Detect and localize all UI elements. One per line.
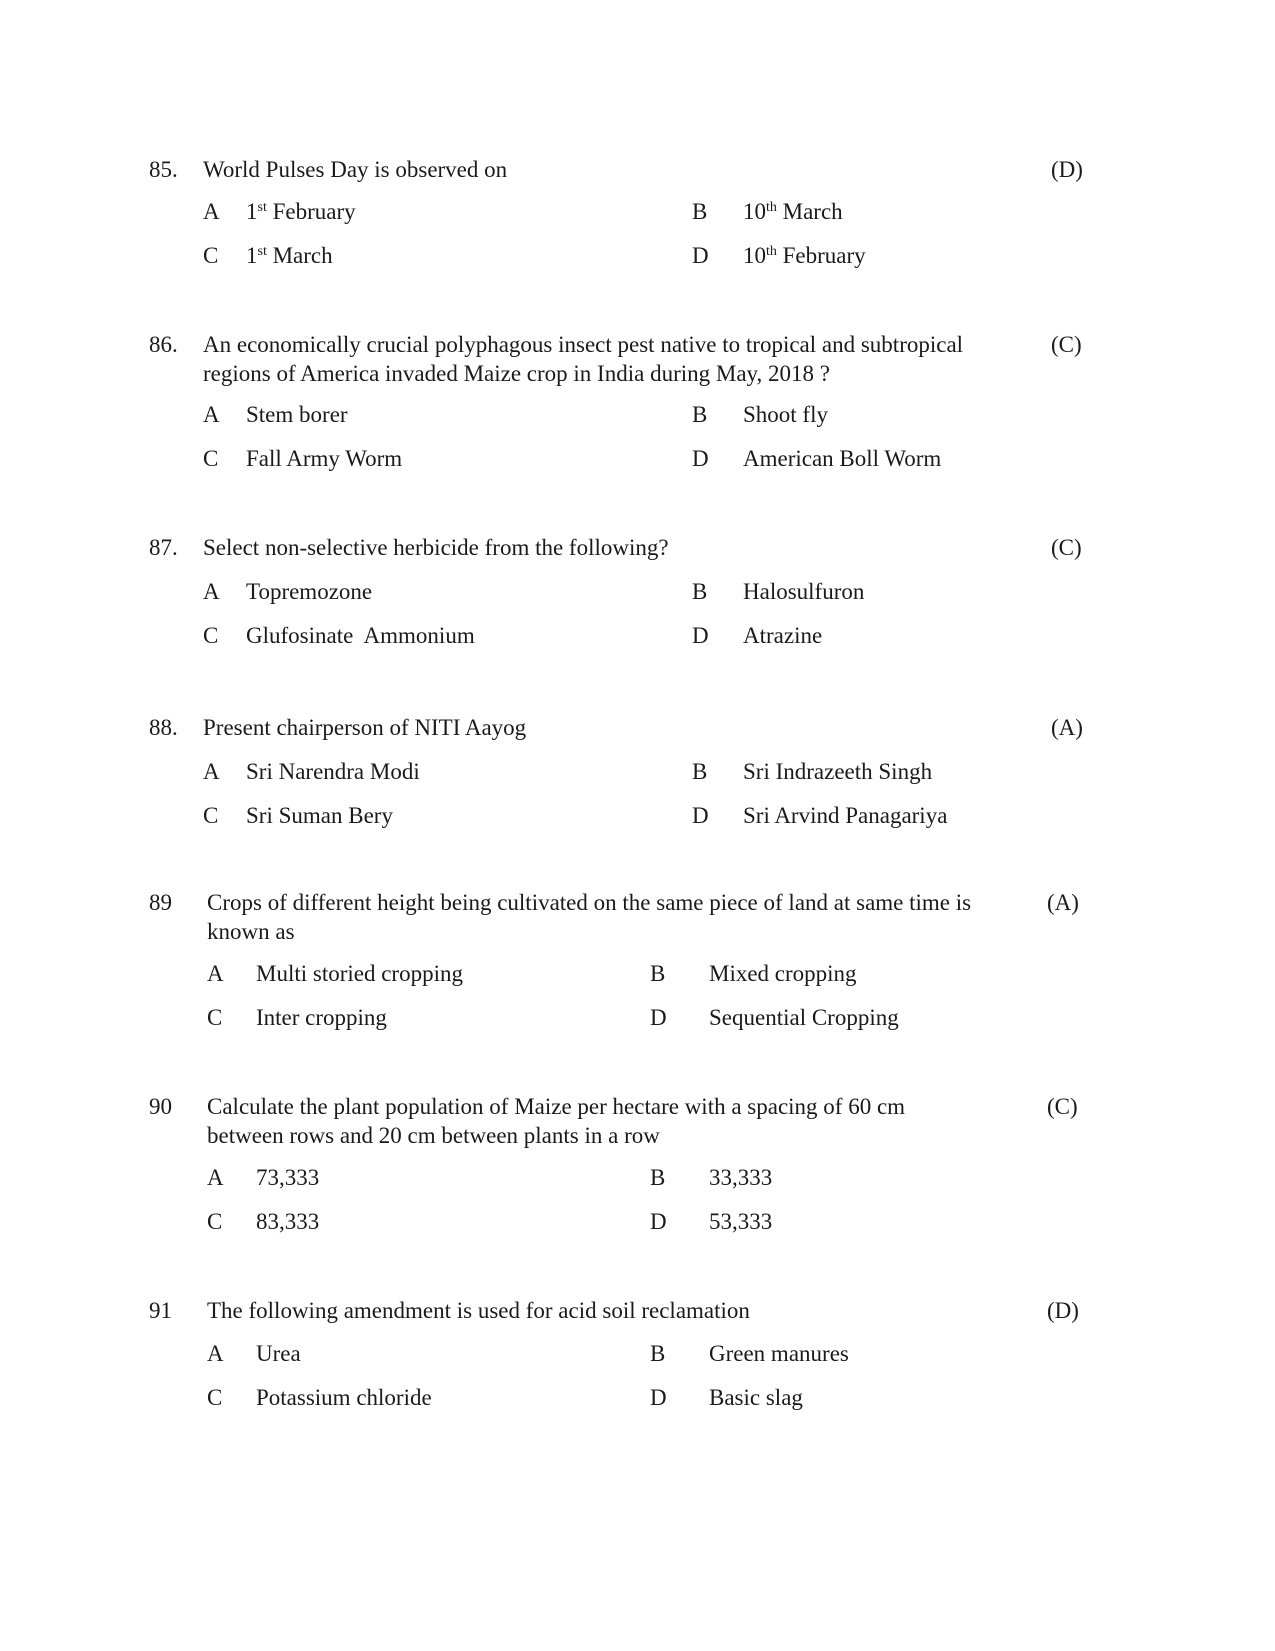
option-d-letter: D	[692, 243, 709, 268]
option-b-text: 33,333	[709, 1165, 773, 1190]
option-a-text: Urea	[256, 1341, 301, 1366]
option-b-letter: B	[650, 961, 666, 986]
option-d-text: Sri Arvind Panagariya	[743, 803, 948, 828]
option-b-text: Halosulfuron	[743, 579, 865, 604]
answer-key: (C)	[1051, 535, 1082, 560]
option-b-text: 10th March	[743, 199, 843, 224]
question-number: 88.	[149, 715, 178, 740]
option-d-text: 10th February	[743, 243, 866, 268]
option-a-letter: A	[207, 1165, 224, 1190]
option-b-letter: B	[650, 1165, 666, 1190]
option-d-letter: D	[650, 1209, 667, 1234]
option-a-text: Sri Narendra Modi	[246, 759, 420, 784]
question-text: World Pulses Day is observed on	[203, 157, 508, 182]
option-c-letter: C	[203, 243, 219, 268]
option-a-letter: A	[207, 961, 224, 986]
option-c-text: 83,333	[256, 1209, 320, 1234]
option-c-text: Fall Army Worm	[246, 446, 403, 471]
option-a-text: Stem borer	[246, 402, 348, 427]
answer-key: (A)	[1051, 715, 1083, 740]
option-d-letter: D	[692, 446, 709, 471]
option-d-letter: D	[650, 1005, 667, 1030]
option-a-text: 1st February	[246, 199, 356, 224]
option-d-letter: D	[692, 803, 709, 828]
question-text: Select non-selective herbicide from the following?	[203, 535, 669, 560]
option-c-text: Potassium chloride	[256, 1385, 432, 1410]
option-b-letter: B	[692, 199, 708, 224]
option-b-text: Green manures	[709, 1341, 849, 1366]
answer-key: (A)	[1047, 890, 1079, 915]
option-a-text: Topremozone	[246, 579, 373, 604]
question-number: 86.	[149, 332, 178, 357]
option-c-letter: C	[203, 446, 219, 471]
question-text: Present chairperson of NITI Aayog	[203, 715, 527, 740]
question-text: An economically crucial polyphagous insect pest native to tropical and subtropical regions of America invaded Maize crop in India during May, 2018 ?	[203, 332, 964, 386]
option-b-letter: B	[692, 402, 708, 427]
question-number: 91	[149, 1298, 172, 1323]
option-d-text: Atrazine	[743, 623, 823, 648]
option-a-letter: A	[203, 199, 220, 224]
option-c-text: Glufosinate Ammonium	[246, 623, 475, 648]
option-a-text: 73,333	[256, 1165, 320, 1190]
option-c-letter: C	[207, 1385, 223, 1410]
question-number: 89	[149, 890, 172, 915]
question-number: 85.	[149, 157, 178, 182]
option-c-letter: C	[207, 1005, 223, 1030]
answer-key: (D)	[1047, 1298, 1079, 1323]
option-c-letter: C	[203, 623, 219, 648]
option-a-letter: A	[203, 579, 220, 604]
option-b-letter: B	[650, 1341, 666, 1366]
option-d-letter: D	[692, 623, 709, 648]
option-c-text: Sri Suman Bery	[246, 803, 393, 828]
answer-key: (C)	[1051, 332, 1082, 357]
option-a-letter: A	[207, 1341, 224, 1366]
option-b-letter: B	[692, 759, 708, 784]
question-text: Crops of different height being cultivated on the same piece of land at same time is known as	[207, 890, 972, 944]
option-b-letter: B	[692, 579, 708, 604]
option-d-text: Basic slag	[709, 1385, 803, 1410]
question-number: 87.	[149, 535, 178, 560]
option-b-text: Mixed cropping	[709, 961, 857, 986]
option-d-letter: D	[650, 1385, 667, 1410]
question-text: Calculate the plant population of Maize per hectare with a spacing of 60 cm between rows and 20 cm between plants in a row	[207, 1094, 906, 1148]
question-text: The following amendment is used for acid soil reclamation	[207, 1298, 750, 1323]
option-d-text: American Boll Worm	[743, 446, 942, 471]
option-d-text: Sequential Cropping	[709, 1005, 899, 1030]
option-c-text: 1st March	[246, 243, 333, 268]
answer-key: (C)	[1047, 1094, 1078, 1119]
question-number: 90	[149, 1094, 172, 1119]
option-b-text: Shoot fly	[743, 402, 828, 427]
option-a-text: Multi storied cropping	[256, 961, 463, 986]
option-c-letter: C	[207, 1209, 223, 1234]
option-a-letter: A	[203, 402, 220, 427]
option-a-letter: A	[203, 759, 220, 784]
option-c-letter: C	[203, 803, 219, 828]
answer-key: (D)	[1051, 157, 1083, 182]
option-d-text: 53,333	[709, 1209, 773, 1234]
option-c-text: Inter cropping	[256, 1005, 387, 1030]
option-b-text: Sri Indrazeeth Singh	[743, 759, 933, 784]
